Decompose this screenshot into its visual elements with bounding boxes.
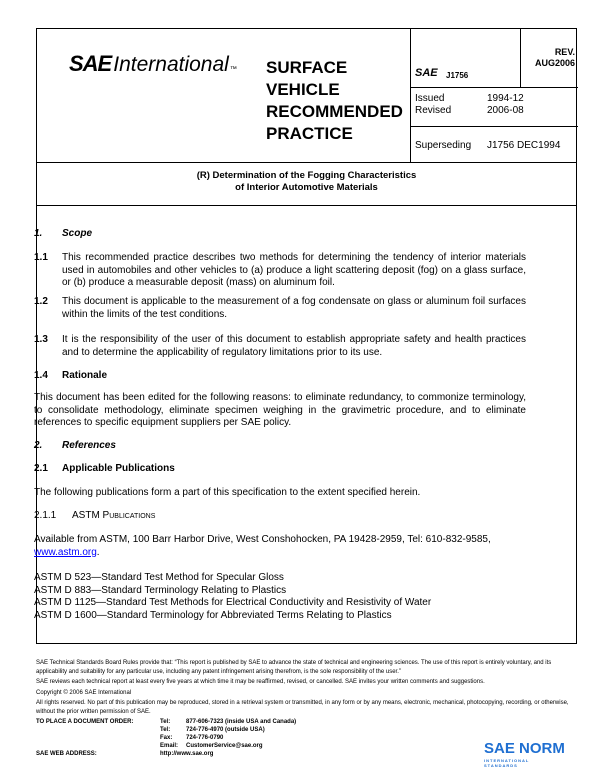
reference-item: ASTM D 523—Standard Test Method for Specular Gloss [34,572,284,583]
section-number: 1. [34,228,43,239]
tel1-label: Tel: [160,719,171,725]
fax-value: 724-776-0790 [186,735,224,741]
brand-subtitle: INTERNATIONAL STANDARDS [484,758,530,768]
tel2-value: 724-776-4970 (outside USA) [186,727,265,733]
reference-item: ASTM D 883—Standard Terminology Relating to Plastics [34,584,287,596]
doc-type-line: RECOMMENDED [266,102,403,121]
revision-box [523,47,575,69]
reference-item: ASTM D 1125—Standard Test Methods for Electrical Conductivity and Resistivity of Water [34,597,432,608]
section-number: 1.3 [34,334,48,345]
section-heading: References [62,440,116,451]
document-type [266,57,416,145]
doc-type-line: SURFACE [266,58,348,77]
email-value[interactable]: CustomerService@sae.org [186,743,263,749]
section-heading: Applicable Publications [62,463,175,474]
reference-item: ASTM D 1600—Standard Terminology for Abbreviated Terms Relating to Plastics [34,609,392,621]
rev-label: REV. [554,47,575,57]
section-heading: ASTM Publications [72,510,156,521]
rationale-text: This document has been edited for the following reasons: to eliminate redundancy, to commonize terminology, to consolidate methodology, eliminate specimen weighing in the gravimetric procedure, and to eliminate references to specific equipment suppliers per SAE policy. [34,392,526,428]
document-number: J1756 [446,71,469,80]
footer-review: SAE reviews each technical report at least every five years at which time it may be reaffirmed, revised, or cancelled. SAE invites your written comments and suggestions. [36,679,485,685]
revised-label: Revised [415,105,452,116]
order-label: TO PLACE A DOCUMENT ORDER: [36,719,134,725]
reference-list [34,572,526,622]
section-heading: Scope [62,228,93,239]
header-divider [410,126,578,127]
section-text: This recommended practice describes two methods for determining the tendency of interior materials used in automobiles and other vehicles to (a) produce a light scattering deposit (fog) on a glass surface, or (b) produce a measurable deposit (mass) on aluminum foil. [62,252,526,288]
web-label: SAE WEB ADDRESS: [36,751,97,757]
web-value[interactable]: http://www.sae.org [160,751,214,757]
header-divider [520,29,521,87]
section-text: It is the responsibility of the user of this document to establish appropriate safety and health practices and to determine the applicability of regulatory limitations prior to its use. [62,334,526,358]
logo-sae: SAE [69,51,112,76]
section-number: 1.1 [34,252,48,263]
fax-label: Fax: [160,735,173,741]
section-number: 1.4 [34,370,48,381]
rev-date: AUG2006 [534,58,575,68]
section-heading: Rationale [62,370,108,381]
tel1-value: 877-606-7323 (inside USA and Canada) [186,719,297,725]
sae-norm-brand [484,740,565,768]
issued-label: Issued [415,93,445,104]
document-header [37,29,576,163]
title-line: (R) Determination of the Fogging Characteristics [196,170,417,181]
astm-text: Available from ASTM, 100 Barr Harbor Drive, West Conshohocken, PA 19428-2959, Tel: 610-832-9585, [34,534,491,545]
section-number: 2.1.1 [34,510,57,521]
doc-type-line: PRACTICE [266,124,353,143]
section-text: This document is applicable to the measurement of a fog condensate on glass or aluminum foil surfaces within the limits of the test conditions. [62,296,526,320]
footer-rules: SAE Technical Standards Board Rules provide that: “This report is published by SAE to advance the state of technical and engineering sciences. The use of this report is entirely voluntary, and its applicability and suitability for any particular use, including any patent infringement arising therefrom, is the sole responsibility of the user.” [36,660,552,675]
header-divider [410,29,411,162]
revised-value: 2006-08 [487,105,524,116]
document-title [37,162,576,206]
doc-type-line: VEHICLE [266,80,340,99]
section-number: 2. [34,440,43,451]
section-number: 1.2 [34,296,48,307]
title-line: of Interior Automotive Materials [235,182,378,193]
footer-rights: All rights reserved. No part of this publication may be reproduced, stored in a retrieval system or transmitted, in any form or by any means, electronic, mechanical, photocopying, recording, or otherwise, without the prior written permission of SAE. [36,700,569,715]
astm-link-suffix: . [96,546,100,558]
header-divider [410,87,578,88]
issued-value: 1994-12 [487,93,524,104]
footer-copyright: Copyright © 2006 SAE International [36,689,132,696]
logo-trademark: ™ [229,66,237,73]
superseding-label: Superseding [415,140,472,151]
superseding-value: J1756 DEC1994 [487,140,561,151]
tel2-label: Tel: [160,727,171,733]
document-footer [36,659,577,718]
sae-international-logo [69,51,237,77]
section-number: 2.1 [34,463,48,474]
brand-name: SAE NORM [484,740,565,757]
astm-address [34,534,526,559]
astm-link[interactable]: www.astm.org [34,546,97,558]
sae-mini-logo: SAE [415,67,438,79]
publications-text: The following publications form a part of this specification to the extent specified herein. [34,487,421,498]
logo-international: International [113,53,229,76]
email-label: Email: [160,743,179,749]
